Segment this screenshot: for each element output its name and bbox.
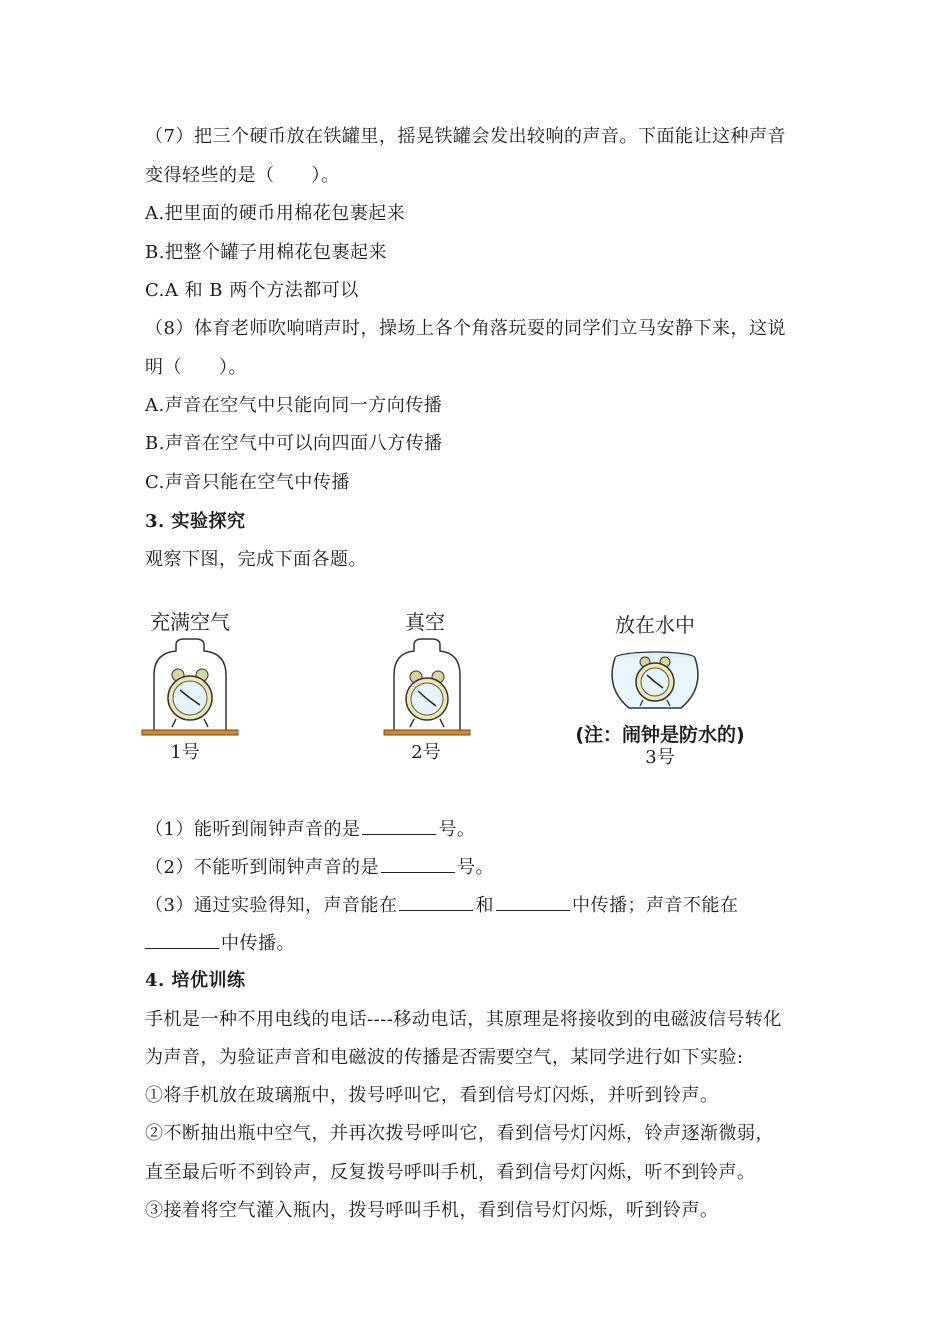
s3-q3 — [145, 892, 738, 918]
s3-q1-text: （1）能听到闹钟声音的是 — [145, 819, 361, 840]
section4-paragraph-line2: 为声音，为验证声音和电磁波的传播是否需要空气，某同学进行如下实验: — [145, 1047, 744, 1068]
s3-q3-line2 — [145, 930, 295, 956]
q7-option-a: A.把里面的硬币用棉花包裹起来 — [145, 203, 406, 224]
section4-step2-line2: 直至最后听不到铃声，反复拨号呼叫手机，看到信号灯闪烁，听不到铃声。 — [145, 1162, 756, 1183]
q7-stem-line2: 变得轻些的是（ ）。 — [145, 165, 340, 186]
jar3-note: (注：闹钟是防水的) — [575, 724, 745, 746]
jar3-fishbowl-illustration — [605, 638, 705, 716]
q7-option-b: B.把整个罐子用棉花包裹起来 — [145, 242, 387, 263]
s3-q2-answer-blank[interactable] — [381, 854, 455, 873]
section4-title: 4. 培优训练 — [145, 970, 246, 991]
s3-q3-ending: 中传播。 — [221, 933, 295, 954]
q8-stem-line2: 明（ ）。 — [145, 357, 247, 378]
s3-q3-answer-blank-1[interactable] — [399, 892, 473, 911]
section4-step2-line1: ②不断抽出瓶中空气，并再次拨号呼叫它，看到信号灯闪烁，铃声逐渐微弱， — [145, 1123, 774, 1144]
s3-q3-continuation: 中传播；声音不能在 — [571, 895, 739, 916]
jar2-number: 2号 — [411, 742, 441, 763]
s3-q1 — [145, 816, 475, 842]
q8-stem-line1: （8）体育老师吹响哨声时，操场上各个角落玩耍的同学们立马安静下来，这说 — [145, 318, 786, 339]
q7-option-c: C.A 和 B 两个方法都可以 — [145, 280, 359, 301]
s3-q2-text: （2）不能听到闹钟声音的是 — [145, 857, 379, 878]
section3-intro: 观察下图，完成下面各题。 — [145, 549, 367, 570]
s3-q2 — [145, 854, 494, 880]
s3-q2-suffix: 号。 — [456, 857, 494, 878]
s3-q3-and: 和 — [475, 895, 494, 916]
jar2-illustration — [382, 635, 472, 745]
q8-option-c: C.声音只能在空气中传播 — [145, 472, 350, 493]
section3-title: 3. 实验探究 — [145, 511, 246, 532]
jar3-number: 3号 — [645, 747, 675, 768]
jar1-illustration — [140, 635, 240, 745]
section4-paragraph-line1: 手机是一种不用电线的电话----移动电话，其原理是将接收到的电磁波信号转化 — [145, 1009, 782, 1030]
jar1-caption: 充满空气 — [150, 610, 230, 634]
section4-step1: ①将手机放在玻璃瓶中，拨号呼叫它，看到信号灯闪烁，并听到铃声。 — [145, 1085, 719, 1106]
q8-option-b: B.声音在空气中可以向四面八方传播 — [145, 433, 443, 454]
section4-step3: ③接着将空气灌入瓶内，拨号呼叫手机，看到信号灯闪烁，听到铃声。 — [145, 1200, 719, 1221]
q8-option-a: A.声音在空气中只能向同一方向传播 — [145, 395, 443, 416]
s3-q1-answer-blank[interactable] — [362, 816, 436, 835]
s3-q1-suffix: 号。 — [438, 819, 476, 840]
jar3-caption: 放在水中 — [615, 613, 695, 637]
jar1-number: 1号 — [170, 742, 200, 763]
q7-stem-line1: （7）把三个硬币放在铁罐里，摇晃铁罐会发出较响的声音。下面能让这种声音 — [145, 126, 786, 147]
s3-q3-text: （3）通过实验得知，声音能在 — [145, 895, 398, 916]
s3-q3-answer-blank-2[interactable] — [496, 892, 570, 911]
jar2-caption: 真空 — [405, 610, 445, 634]
s3-q3-answer-blank-3[interactable] — [145, 930, 219, 949]
